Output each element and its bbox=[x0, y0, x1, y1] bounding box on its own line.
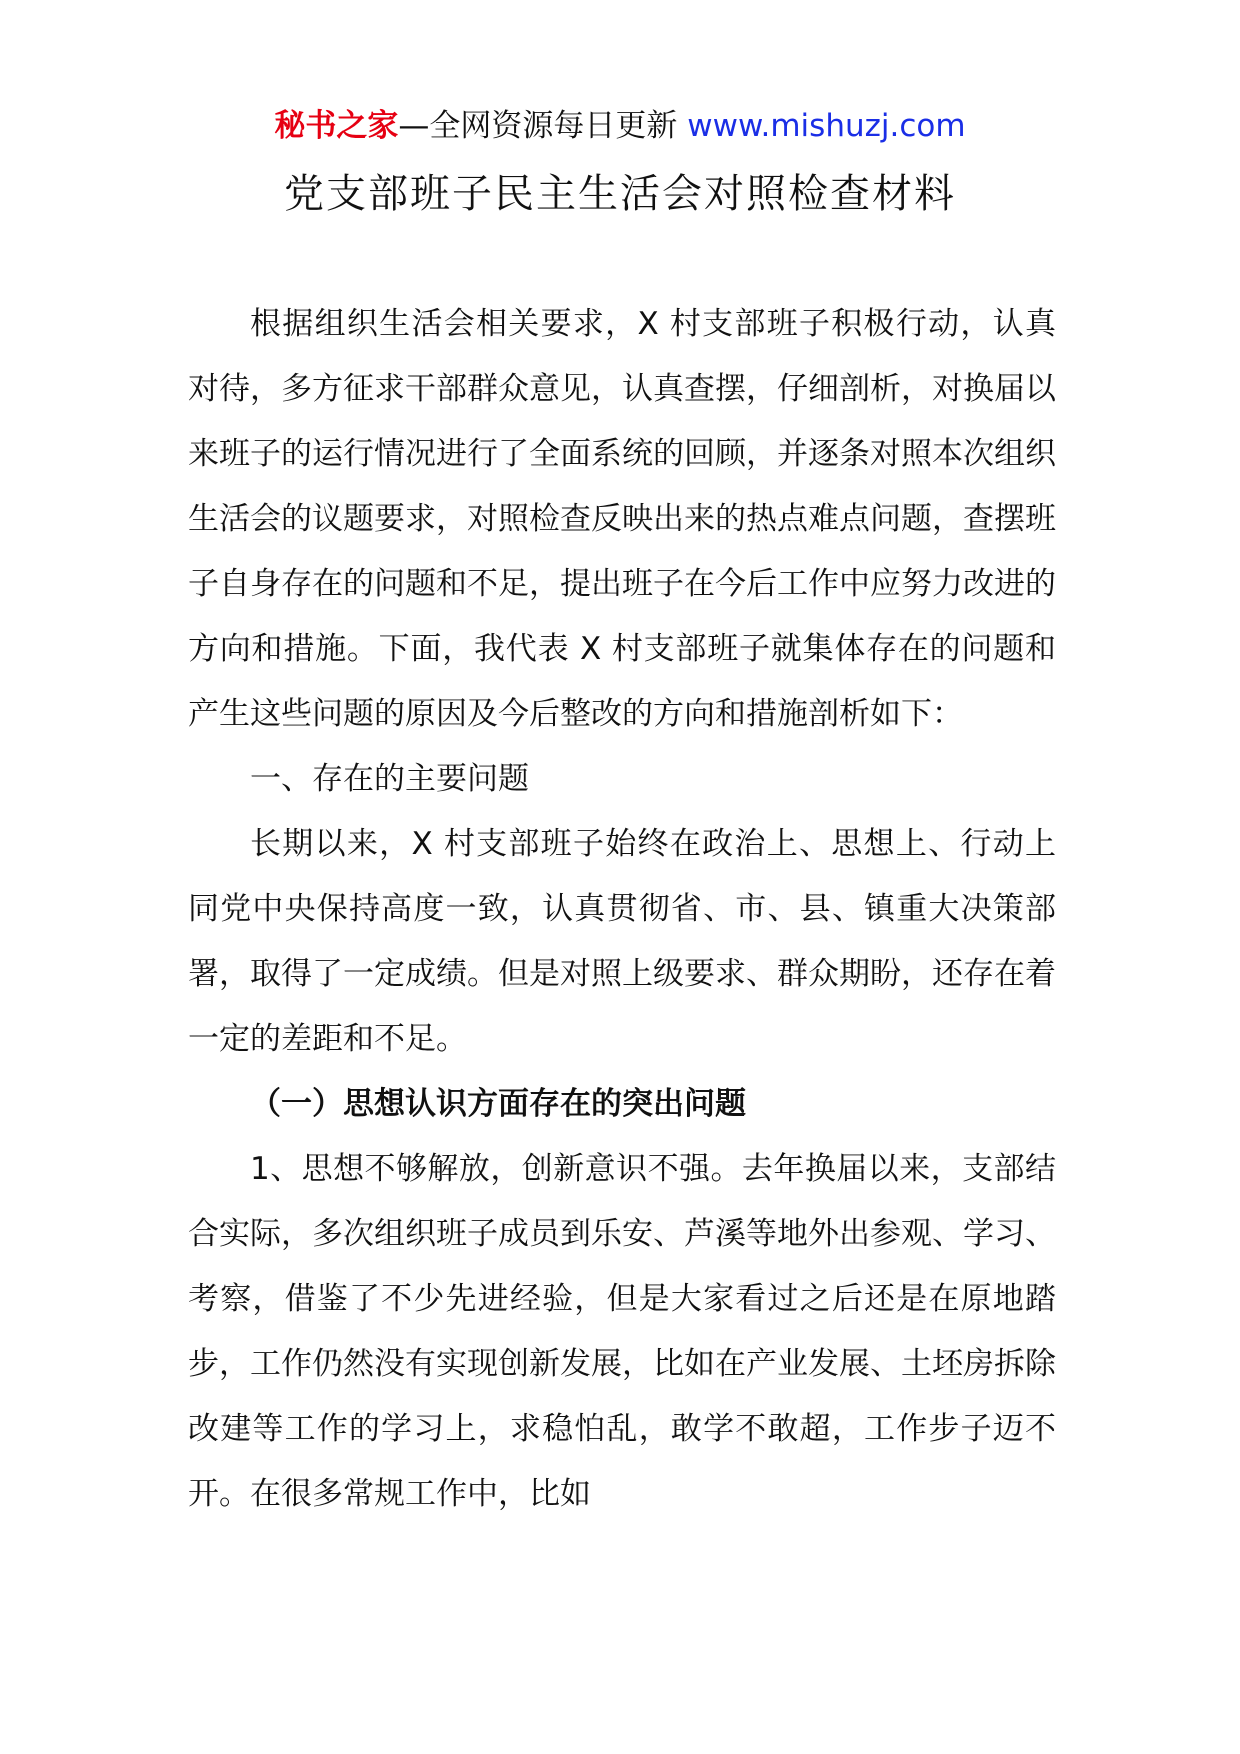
problem-item-paragraph: 1、思想不够解放，创新意识不强。去年换届以来，支部结合实际，多次组织班子成员到乐安、芦溪等地外出参观、学习、考察，借鉴了不少先进经验，但是大家看过之后还是在原地踏步，工作仍然没有实现创新发展，比如在产业发展、土坯房拆除改建等工作的学习上，求稳怕乱，敢学不敢超，工作步子迈不开。在很多常规工作中，比如 bbox=[188, 1151, 1056, 1512]
brand-name: 秘书之家 bbox=[274, 108, 399, 144]
document-title: 党支部班子民主生活会对照检查材料 bbox=[284, 171, 956, 217]
section-heading-main-problems: 一、存在的主要问题 bbox=[250, 761, 529, 797]
document-body bbox=[188, 292, 1056, 1527]
subsection-heading-ideology: （一）思想认识方面存在的突出问题 bbox=[250, 1086, 746, 1122]
site-header bbox=[0, 104, 1240, 148]
overview-paragraph: 长期以来，X 村支部班子始终在政治上、思想上、行动上同党中央保持高度一致，认真贯彻省、市、县、镇重大决策部署，取得了一定成绩。但是对照上级要求、群众期盼，还存在着一定的差距和不足。 bbox=[188, 826, 1056, 1057]
brand-url-link[interactable]: www.mishuzj.com bbox=[687, 108, 966, 144]
brand-slogan: —全网资源每日更新 bbox=[398, 108, 688, 144]
intro-paragraph: 根据组织生活会相关要求，X 村支部班子积极行动，认真对待，多方征求干部群众意见，认真查摆，仔细剖析，对换届以来班子的运行情况进行了全面系统的回顾，并逐条对照本次组织生活会的议题要求，对照检查反映出来的热点难点问题，查摆班子自身存在的问题和不足，提出班子在今后工作中应努力改进的方向和措施。下面，我代表 X 村支部班子就集体存在的问题和产生这些问题的原因及今后整改的方向和措施剖析如下： bbox=[188, 306, 1056, 732]
